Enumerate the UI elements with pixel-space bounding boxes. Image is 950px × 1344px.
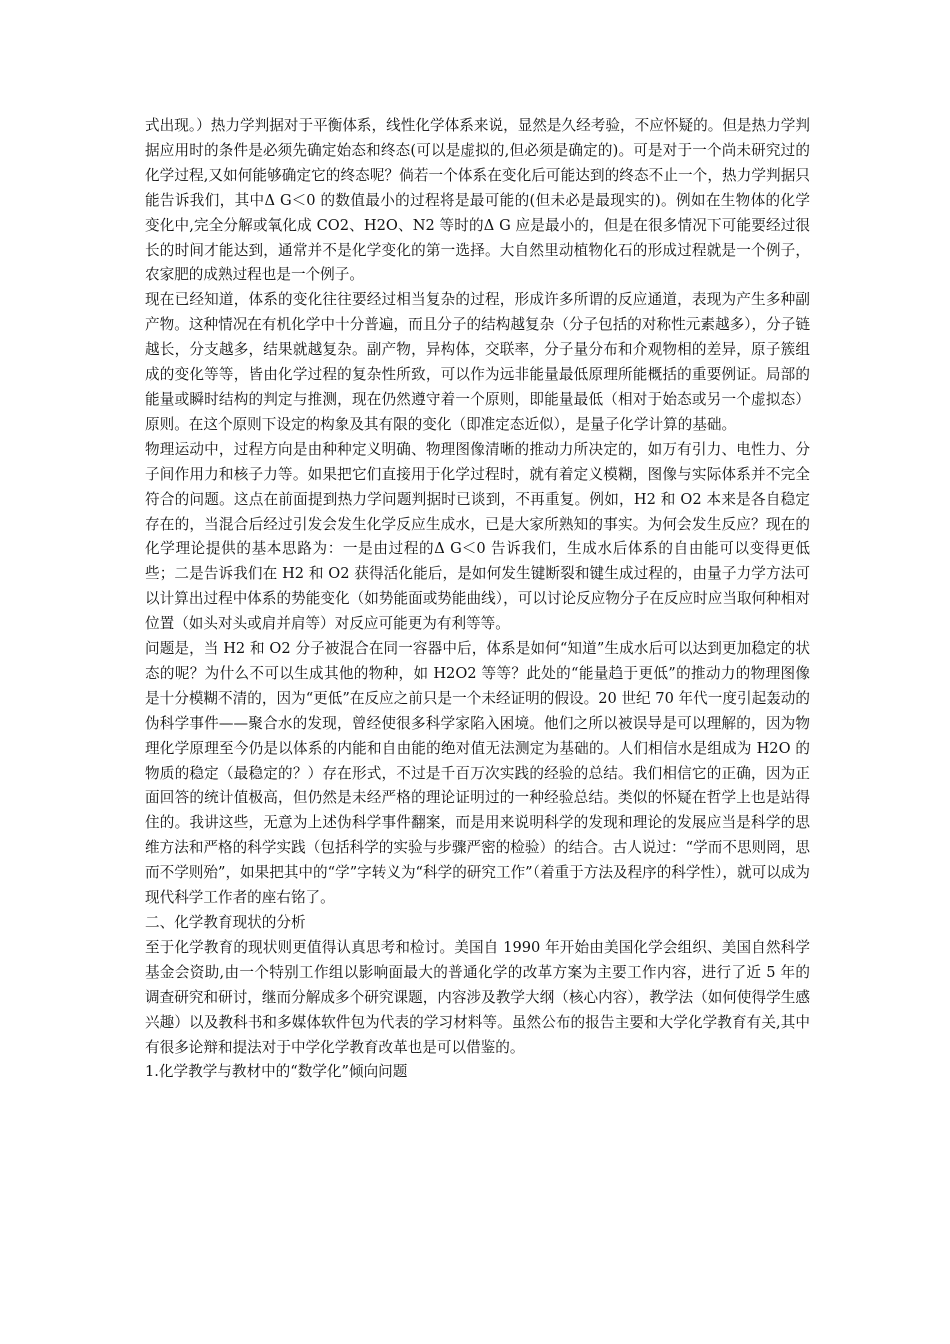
paragraph-polywater: 问题是，当 H2 和 O2 分子被混合在同一容器中后，体系是如何“知道”生成水后可以达到更加稳定的状态的呢？为什么不可以生成其他的物种，如 H2O2 等等？此处的“能量趋于更低”的推动力的物理图像是十分模糊不清的，因为“更低”在反应之前只是一个未经证明的假设。20 世纪 70 年代一度引起轰动的伪科学事件——聚合水的发现，曾经使很多科学家陷入困境。他们之所以被误导是可以理解的，因为物理化学原理至今仍是以体系的内能和自由能的绝对值无法测定为基础的。人们相信水是组成为 H2O 的物质的稳定（最稳定的？）存在形式，不过是千百万次实践的经验的总结。我们相信它的正确，因为正面回答的统计值极高，但仍然是未经严格的理论证明过的一种经验总结。类似的怀疑在哲学上也是站得住的。我讲这些，无意为上述伪科学事件翻案，而是用来说明科学的发现和理论的发展应当是科学的思维方法和严格的科学实践（包括科学的实验与步骤严密的检验）的结合。古人说过：“学而不思则罔，思而不学则殆”，如果把其中的“学”字转义为“科学的研究工作”（着重于方法及程序的科学性），就可以成为现代科学工作者的座右铭了。	[145, 640, 810, 907]
paragraph-education-status: 至于化学教育的现状则更值得认真思考和检讨。美国自 1990 年开始由美国化学会组织、美国自然科学基金会资助,由一个特别工作组以影响面最大的普通化学的改革方案为主要工作内容，进行了近 5 年的调查研究和研讨，继而分解成多个研究课题，内容涉及教学大纲（核心内容），教学法（如何使得学生感兴趣）以及教科书和多媒体软件包为代表的学习材料等。虽然公布的报告主要和大学化学教育有关,其中有很多论辩和提法对于中学化学教育改革也是可以借鉴的。	[145, 938, 810, 1056]
section-heading: 二、化学教育现状的分析	[145, 914, 306, 931]
paragraph-thermodynamic-criteria: 式出现。）热力学判据对于平衡体系，线性化学体系来说，显然是久经考验，不应怀疑的。但是热力学判据应用时的条件是必须先确定始态和终态(可以是虚拟的,但必须是确定的)。可是对于一个尚未研究过的化学过程,又如何能够确定它的终态呢？倘若一个体系在变化后可能达到的终态不止一个，热力学判据只能告诉我们，其中Δ G＜0 的数值最小的过程将是最可能的(但未必是最现实的)。例如在生物体的化学变化中,完全分解或氧化成 CO2、H2O、N2 等时的Δ G 应是最小的，但是在很多情况下可能要经过很长的时间才能达到，通常并不是化学变化的第一选择。大自然里动植物化石的形成过程就是一个例子，农家肥的成熟过程也是一个例子。	[145, 117, 810, 284]
paragraph-complex-processes: 现在已经知道，体系的变化往往要经过相当复杂的过程，形成许多所谓的反应通道，表现为产生多种副产物。这种情况在有机化学中十分普遍，而且分子的结构越复杂（分子包括的对称性元素越多），分子链越长，分支越多，结果就越复杂。副产物，异构体，交联率，分子量分布和介观物相的差异，原子簇组成的变化等等，皆由化学过程的复杂性所致，可以作为远非能量最低原理所能概括的重要例证。局部的能量或瞬时结构的判定与推测，现在仍然遵守着一个原则，即能量最低（相对于始态或另一个虚拟态）原则。在这个原则下设定的构象及其有限的变化（即准定态近似），是量子化学计算的基础。	[145, 291, 810, 433]
document-body	[145, 114, 810, 1085]
subsection-heading: 1.化学教学与教材中的“数学化”倾向问题	[145, 1063, 408, 1081]
paragraph-driving-forces: 物理运动中，过程方向是由种种定义明确、物理图像清晰的推动力所决定的，如万有引力、电性力、分子间作用力和核子力等。如果把它们直接用于化学过程时，就有着定义模糊，图像与实际体系并不完全符合的问题。这点在前面提到热力学问题判据时已谈到，不再重复。例如，H2 和 O2 本来是各自稳定存在的，当混合后经过引发会发生化学反应生成水，已是大家所熟知的事实。为何会发生反应？现在的化学理论提供的基本思路为：一是由过程的Δ G＜0 告诉我们，生成水后体系的自由能可以变得更低些；二是告诉我们在 H2 和 O2 获得活化能后，是如何发生键断裂和键生成过程的，由量子力学方法可以计算出过程中体系的势能变化（如势能面或势能曲线），可以讨论反应物分子在反应时应当取何种相对位置（如头对头或肩并肩等）对反应可能更为有利等等。	[145, 440, 810, 633]
